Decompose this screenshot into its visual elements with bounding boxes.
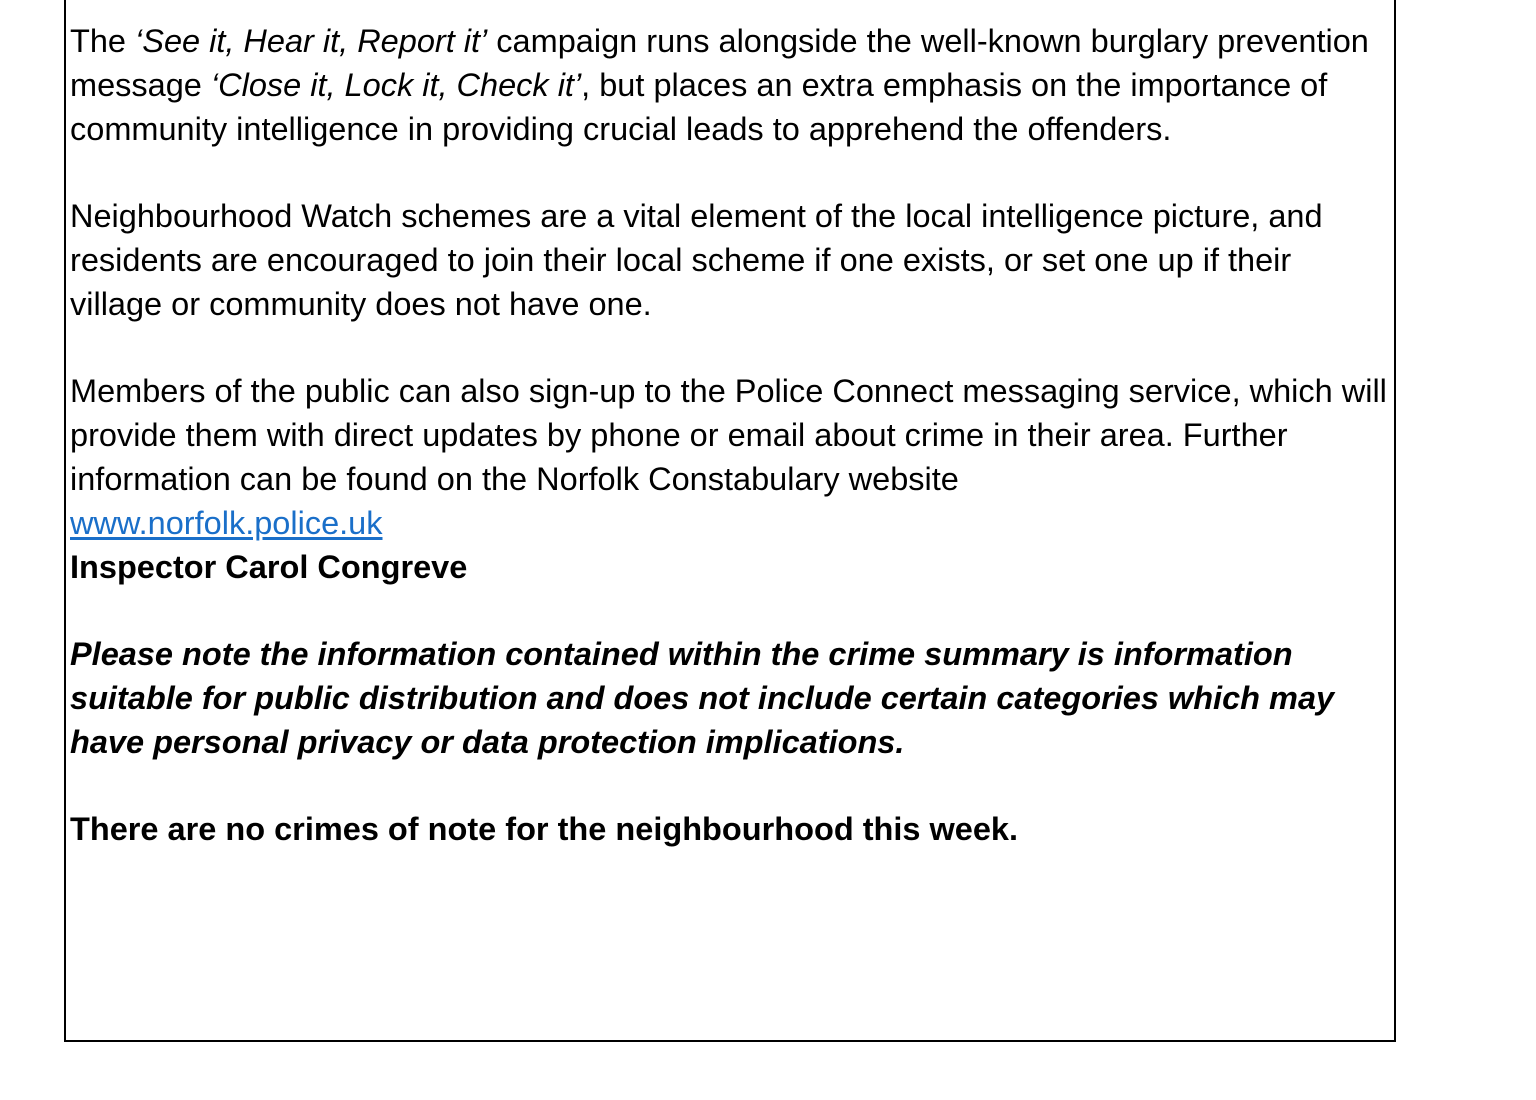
police-connect-paragraph: Members of the public can also sign-up to the Police Connect messaging service, which will provide them with direct updates by phone or email about crime in their area. Further information can be found on the Norfolk Constabulary website	[70, 373, 1387, 497]
neighbourhood-watch-paragraph: Neighbourhood Watch schemes are a vital element of the local intelligence picture, and residents are encouraged to join their local scheme if one exists, or set one up if their village or community does not have one.	[70, 198, 1323, 322]
campaign-text-1: The	[70, 23, 136, 59]
website-line	[70, 502, 1392, 546]
campaign-text-3: , but places an extra emphasis on the importance of community intelligence in providing crucial leads to apprehend the offenders.	[70, 66, 1328, 147]
spacer	[70, 589, 1392, 633]
document-body	[70, 20, 1392, 852]
campaign-slogan-close-it: ‘Close it, Lock it, Check it’	[210, 66, 582, 103]
campaign-paragraph	[70, 20, 1392, 151]
campaign-slogan-see-it: ‘See it, Hear it, Report it’	[135, 23, 488, 59]
spacer	[70, 765, 1392, 809]
signature: Inspector Carol Congreve	[70, 548, 468, 585]
disclaimer-paragraph: Please note the information contained within the crime summary is information suitable for public distribution and does not include certain categories which may have personal privacy or data protection implications.	[70, 636, 1335, 760]
website-link[interactable]: www.norfolk.police.uk	[70, 504, 383, 541]
campaign-text-2: campaign runs alongside the well-known burglary prevention message	[70, 23, 1369, 103]
spacer	[70, 151, 1392, 195]
crime-summary-statement: There are no crimes of note for the neighbourhood this week.	[70, 811, 1019, 848]
spacer	[70, 327, 1392, 371]
